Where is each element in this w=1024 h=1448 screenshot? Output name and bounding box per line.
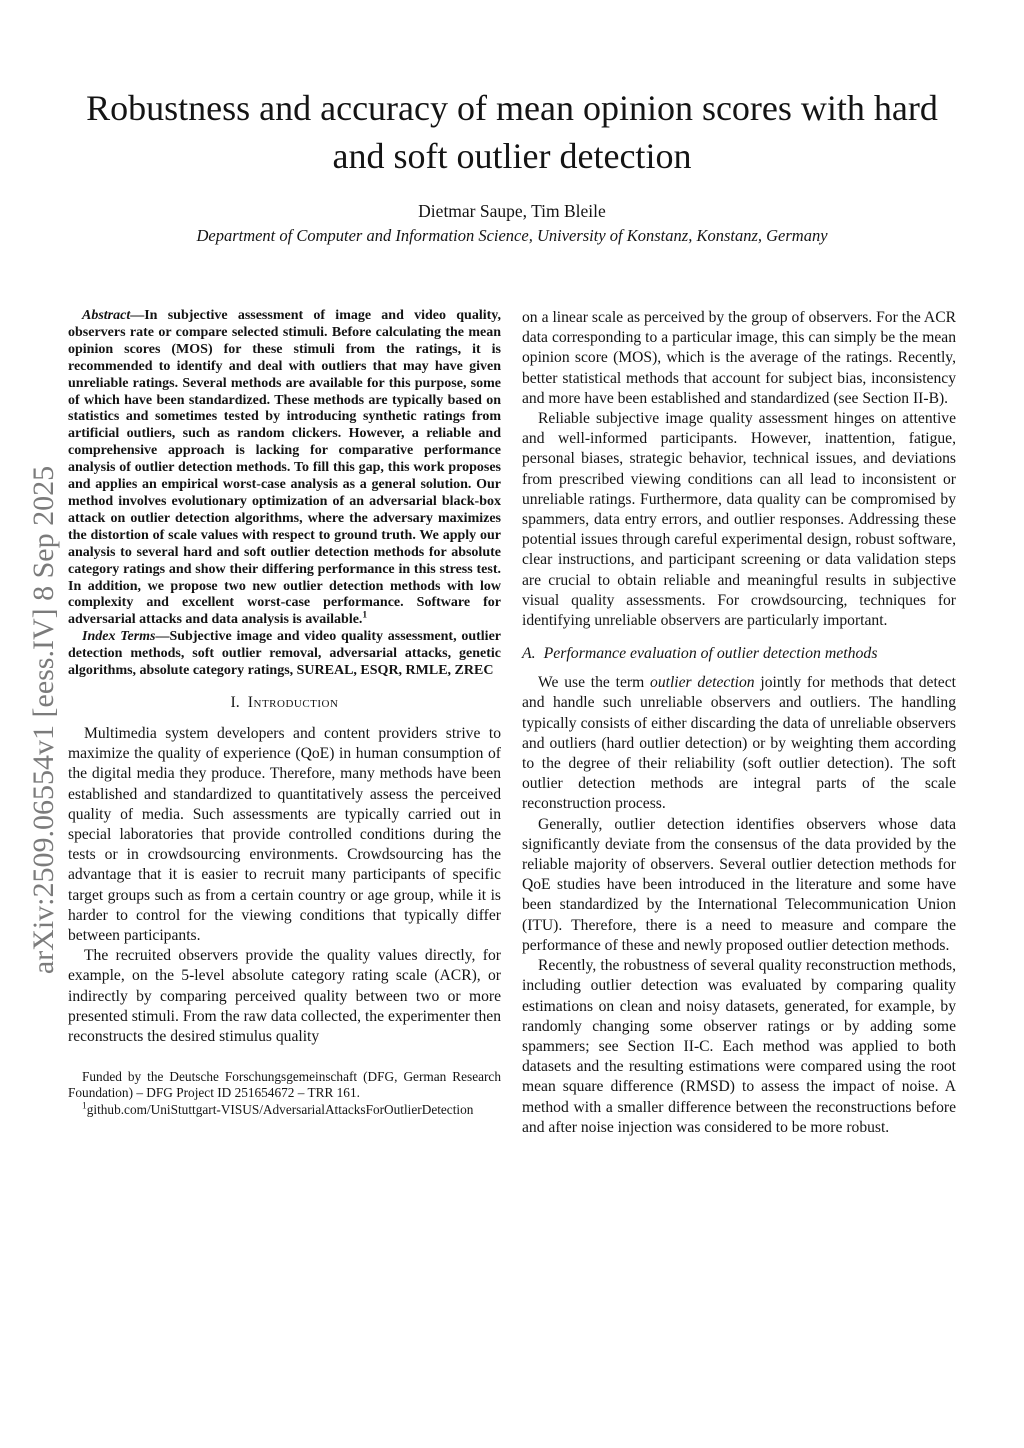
footnote-marker: 1 — [82, 1101, 87, 1112]
section-title: Introduction — [247, 693, 339, 711]
abstract-label: Abstract — [82, 308, 131, 323]
paper-title: Robustness and accuracy of mean opinion scores with hard and soft outlier detection — [86, 88, 938, 176]
left-column — [68, 308, 501, 1118]
intro-paragraph-1: Multimedia system developers and content providers strive to maximize the quality of experience (QoE) in human consumption of the digital media they produce. Therefore, many methods have been established and standardized to quantitatively assess the perceived quality of media. Such assessments are typically carried out in special laboratories that provide controlled conditions during the tests or in crowdsourcing environments. Crowdsourcing has the advantage that it is easier to recruit many participants of specific target groups such as from a certain country or age group, while it is harder to control for the viewing conditions that typically differ between participants. — [68, 724, 501, 944]
footnote-github-link: github.com/UniStuttgart-VISUS/AdversarialAttacksForOutlierDetection — [86, 1101, 474, 1117]
footnote-github-line — [68, 1102, 501, 1118]
subsection-a-p1-post: jointly for methods that detect and handle such unreliable observers and outliers. The handling typically consists of either discarding the data of unreliable observers and outliers (hard outlier detection) or by weighting them according to the degree of their reliability (soft outlier detection). The soft outlier detection methods are integral parts of the scale reconstruction process. — [522, 674, 956, 813]
affiliation-line: Department of Computer and Information Science, University of Konstanz, Konstanz, Germany — [196, 226, 828, 245]
section-heading-introduction — [68, 694, 501, 712]
subsection-a-paragraph-3: Recently, the robustness of several quality reconstruction methods, including outlier detection was evaluated by comparing quality estimations on clean and noisy datasets, generated, for example, by randomly changing some observer ratings or by adding some spammers; see Section II-C. Each method was applied to both datasets and the resulting estimations were compared using the root mean square difference (RMSD) to assess the impact of noise. A method with a smaller difference between the reconstructions before and after noise injection was considered to be more robust. — [522, 957, 956, 1136]
subsection-heading-a — [522, 645, 956, 663]
index-terms-paragraph — [68, 629, 501, 680]
section-number: I. — [230, 693, 240, 711]
arxiv-watermark: arXiv:2509.06554v1 [eess.IV] 8 Sep 2025 — [27, 465, 60, 975]
intro-paragraph-4: Reliable subjective image quality assessment hinges on attentive and well-informed participants. However, inattention, fatigue, personal biases, strategic behavior, technical issues, and deviations from prescribed viewing conditions can all lead to inconsistent or unreliable ratings. Furthermore, data quality can be compromised by spammers, data entry errors, and outlier responses. Addressing these potential issues through careful experimental design, robust software, clear instructions, and participant screening or data validation steps are crucial to obtain reliable and meaningful results in subjective visual quality assessments. For crowdsourcing, techniques for identifying unreliable observers are particularly important. — [522, 410, 956, 630]
footnote-funding: Funded by the Deutsche Forschungsgemeinschaft (DFG, German Research Foundation) – DFG Project ID 251654672 – TRR 161. — [68, 1069, 501, 1101]
abstract-body: —In subjective assessment of image and video quality, observers rate or compare selected stimuli. Before calculating the mean opinion scores (MOS) for these stimuli from the ratings, it is recommended to identify and deal with outliers that may have given unreliable ratings. Several methods are available for this purpose, some of which have been standardized. These methods are typically based on statistics and sometimes tested by introducing synthetic ratings from artificial outliers, such as random clickers. However, a reliable and comprehensive approach is lacking for comparative performance analysis of outlier detection methods. To fill this gap, this work proposes and applies an empirical worst-case analysis as a general solution. Our method involves evolutionary optimization of an adversarial black-box attack on outlier detection algorithms, where the adversary maximizes the distortion of scale values with respect to ground truth. We apply our analysis to several hard and soft outlier detection methods for absolute category ratings and show their differing performance in this stress test. In addition, we propose two new outlier detection methods with low complexity and excellent worst-case performance. Software for adversarial attacks and data analysis is available. — [68, 308, 501, 628]
intro-paragraph-3-continuation: on a linear scale as perceived by the group of observers. For the ACR data corresponding to a particular image, this can simply be the mean opinion score (MOS), which is the average of the ratings. Recently, better statistical methods that account for subject bias, inconsistency and more have been established and standardized (see Section II-B). — [522, 309, 956, 407]
subsection-title: Performance evaluation of outlier detection methods — [543, 645, 878, 663]
index-terms-label: Index Terms — [82, 629, 156, 645]
footnote-block — [68, 1069, 501, 1118]
authors-line: Dietmar Saupe, Tim Bleile — [418, 201, 606, 221]
paper-header — [0, 84, 1024, 246]
subsection-a-p1-italic-term: outlier detection — [650, 674, 755, 692]
right-column — [522, 308, 956, 1138]
abstract-footnote-ref: 1 — [362, 610, 368, 621]
subsection-a-paragraph-2: Generally, outlier detection identifies observers whose data significantly deviate from the consensus of the data provided by the reliable majority of observers. Several outlier detection methods for QoE studies have been introduced in the literature and some have been standardized by the International Telecommunication Union (ITU). Therefore, there is a need to measure and compare the performance of these and newly proposed outlier detection methods. — [522, 815, 956, 954]
index-terms-body: —Subjective image and video quality assessment, outlier detection methods, soft outlier removal, adversarial attacks, genetic algorithms, absolute category ratings, SUREAL, ESQR, RMLE, ZREC — [68, 629, 501, 679]
subsection-a-paragraph-1 — [522, 673, 956, 814]
intro-paragraph-2: The recruited observers provide the quality values directly, for example, on the 5-level absolute category rating scale (ACR), or indirectly by comparing perceived quality between two or more presented stimuli. From the raw data collected, the experimenter then reconstructs the desired stimulus quality — [68, 947, 501, 1045]
subsection-number: A. — [522, 645, 536, 663]
subsection-a-p1-pre: We use the term — [538, 674, 651, 692]
abstract-paragraph — [68, 308, 501, 629]
